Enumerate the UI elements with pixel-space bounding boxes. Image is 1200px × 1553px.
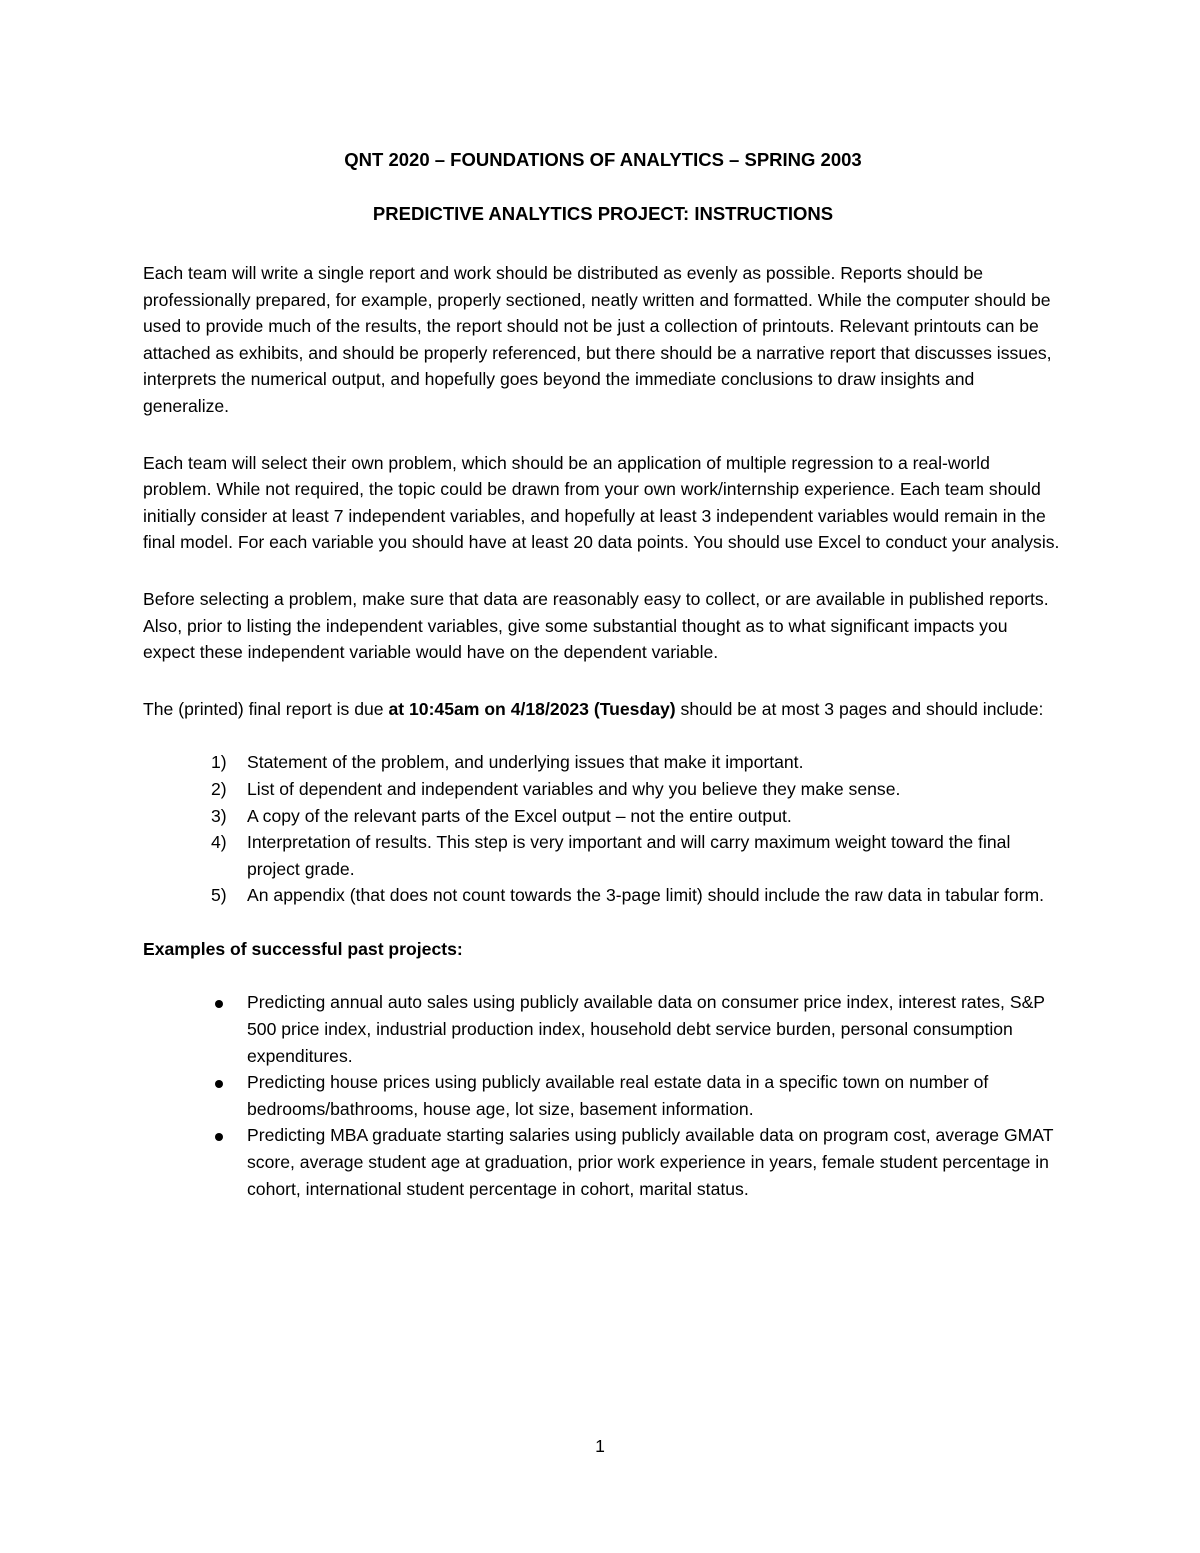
paragraph-report-guidelines: Each team will write a single report and work should be distributed as evenly as possible. Reports should be professionally prepared, for example, properly sectioned, neatly written and formatted. While the computer should be used to provide much of the results, the report should not be just a collection of printouts. Relevant printouts can be attached as exhibits, and should be properly referenced, but there should be a narrative report that discusses issues, interprets the numerical output, and hopefully goes beyond the immediate conclusions to draw insights and generalize. [143, 263, 1052, 416]
page-number: 1 [595, 1436, 605, 1456]
list-item [143, 1122, 1063, 1202]
bullet-icon [215, 1133, 223, 1141]
list-item-text: An appendix (that does not count towards the 3-page limit) should include the raw data in tabular form. [247, 885, 1045, 906]
list-item [143, 989, 1063, 1069]
list-marker: 1) [211, 752, 227, 773]
paragraph-problem-selection: Each team will select their own problem, which should be an application of multiple regression to a real-world problem. While not required, the topic could be drawn from your own work/internship experience. Each team should initially consider at least 7 independent variables, and hopefully at least 3 independent variables would remain in the final model. For each variable you should have at least 20 data points. You should use Excel to conduct your analysis. [143, 452, 1060, 553]
document-title: QNT 2020 – FOUNDATIONS OF ANALYTICS – SPRING 2003 [344, 149, 862, 170]
document-body [143, 146, 1063, 1202]
list-item [143, 882, 1063, 909]
list-item [143, 749, 1063, 776]
example-text: Predicting annual auto sales using publicly available data on consumer price index, interest rates, S&P 500 price index, industrial production index, household debt service burden, personal consumption expenditures. [247, 992, 1045, 1066]
paragraph-data-availability: Before selecting a problem, make sure that data are reasonably easy to collect, or are available in published reports. Also, prior to listing the independent variables, give some substantial thought as to what significant impacts you expect these independent variable would have on the dependent variable. [143, 588, 1049, 663]
list-marker: 4) [211, 832, 227, 853]
due-date-bold: at 10:45am on 4/18/2023 (Tuesday) [388, 698, 676, 719]
examples-heading: Examples of successful past projects: [143, 938, 463, 959]
list-marker: 5) [211, 885, 227, 906]
list-item [143, 776, 1063, 803]
report-requirements-list [143, 749, 1063, 909]
due-text-before: The (printed) final report is due [143, 698, 389, 719]
list-item [143, 829, 1063, 882]
list-marker: 3) [211, 805, 227, 826]
examples-list [143, 989, 1063, 1202]
list-item-text: Statement of the problem, and underlying issues that make it important. [247, 752, 804, 773]
due-text-after: should be at most 3 pages and should include: [675, 698, 1044, 719]
paragraph-due-date [143, 696, 1063, 723]
list-item-text: Interpretation of results. This step is very important and will carry maximum weight toward the final project grade. [247, 832, 1011, 879]
example-text: Predicting house prices using publicly available real estate data in a specific town on number of bedrooms/bathrooms, house age, lot size, basement information. [247, 1072, 989, 1119]
list-item [143, 803, 1063, 830]
list-item [143, 1069, 1063, 1122]
bullet-icon [215, 1080, 223, 1088]
bullet-icon [215, 1000, 223, 1008]
list-item-text: A copy of the relevant parts of the Excel output – not the entire output. [247, 805, 792, 826]
list-marker: 2) [211, 778, 227, 799]
example-text: Predicting MBA graduate starting salaries using publicly available data on program cost, average GMAT score, average student age at graduation, prior work experience in years, female student percentage in cohort, international student percentage in cohort, marital status. [247, 1125, 1054, 1199]
list-item-text: List of dependent and independent variables and why you believe they make sense. [247, 778, 901, 799]
document-subtitle: PREDICTIVE ANALYTICS PROJECT: INSTRUCTIONS [372, 203, 834, 224]
